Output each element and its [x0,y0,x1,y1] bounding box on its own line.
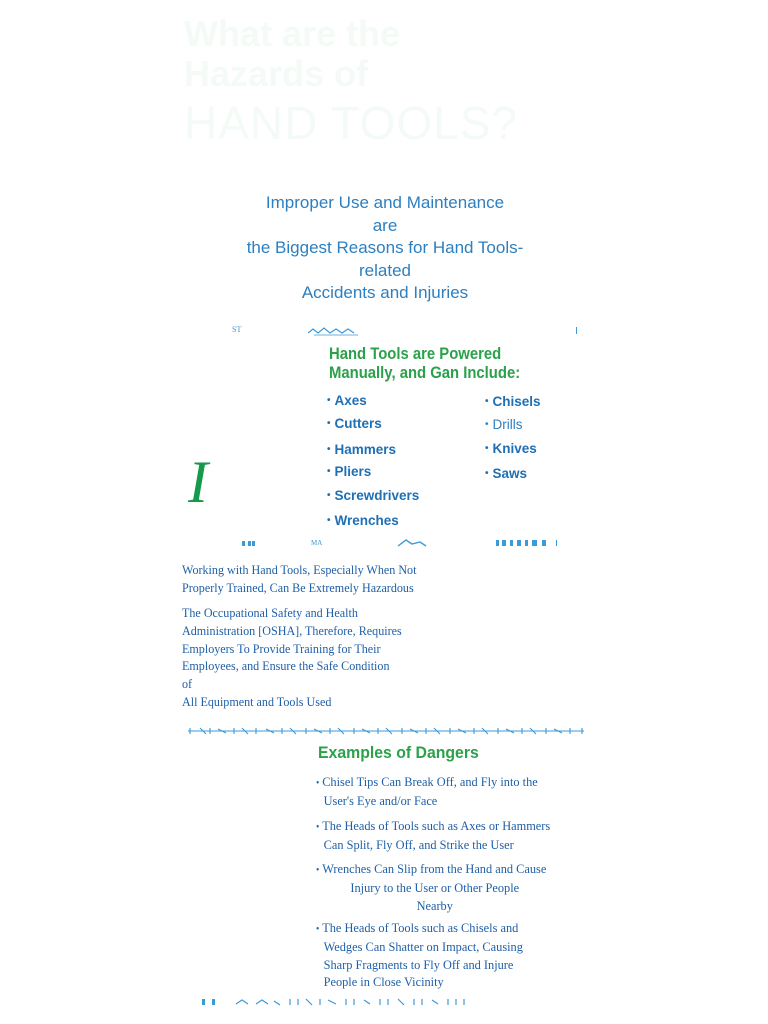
tool-item-cutters [327,417,382,431]
artifact-mark [576,327,577,334]
bullet-icon: • [327,466,331,477]
decorative-initial: I [188,449,208,515]
bullet-icon: • [327,490,331,501]
osha-paragraph [182,604,433,711]
bullet-icon: • [327,444,331,455]
training-paragraph [182,561,461,597]
tool-item-chisels [485,395,541,409]
paragraph-line: All Equipment and Tools Used [182,693,332,709]
tool-item-hammers [327,443,396,457]
paragraph-line: Properly Trained, Can Be Extremely Hazardous [182,579,414,595]
tool-label: Hammers [334,442,397,457]
bullet-icon: • [485,443,489,454]
subtitle-line: Accidents and Injuries [301,283,469,303]
title-line-1: What are the [184,13,401,54]
danger-line: Nearby [416,897,453,913]
paragraph-line: Administration [OSHA], Therefore, Requires [182,622,402,638]
tool-item-axes [327,394,367,408]
title-line-3: HAND TOOLS? [184,97,518,149]
tool-label: Axes [334,393,367,408]
bullet-icon: • [485,419,489,430]
paragraph-line: The Occupational Safety and Health [182,605,358,620]
paragraph-line: of [182,676,193,692]
hand-tools-heading [329,345,520,383]
danger-line: The Heads of Tools such as Axes or Hammers [322,818,551,833]
danger-line: The Heads of Tools such as Chisels and [322,920,519,935]
tool-label: Pliers [334,464,372,479]
subtitle-block [210,192,560,305]
decorative-squiggle [308,326,364,336]
bullet-icon: • [327,418,331,429]
artifact-text: ST [232,325,242,334]
subtitle-line: are [372,215,398,235]
tool-label: Wrenches [334,513,399,528]
decorative-artifact-row [240,538,560,548]
tool-label: Knives [492,441,537,456]
danger-line: Wrenches Can Slip from the Hand and Cause [322,861,547,876]
danger-line: Wedges Can Shatter on Impact, Causing [323,939,523,955]
subtitle-line: the Biggest Reasons for Hand Tools- [246,238,524,258]
danger-line: Injury to the User or Other People [350,880,520,896]
subtitle-line: related [359,260,411,280]
bullet-icon: • [316,822,320,833]
danger-item-chisel [316,773,592,810]
tool-item-pliers [327,465,371,479]
danger-item-wrenches [316,860,592,914]
tool-item-drills [485,418,523,432]
paragraph-line: Employers To Provide Training for Their [182,640,381,656]
tool-item-knives [485,442,537,456]
dangers-heading: Examples of Dangers [318,743,479,762]
tool-item-saws [485,467,527,481]
danger-line: Chisel Tips Can Break Off, and Fly into the [322,774,538,789]
danger-line: People in Close Vicinity [323,974,444,990]
tool-label: Screwdrivers [334,488,420,503]
tool-item-screwdrivers [327,489,419,503]
bullet-icon: • [327,515,331,526]
danger-line: Sharp Fragments to Fly Off and Injure [323,956,514,972]
danger-line: User's Eye and/or Face [323,793,438,809]
tool-label: Cutters [334,416,382,431]
danger-item-shatter [316,919,592,991]
bullet-icon: • [316,778,320,789]
decorative-separator [186,726,586,736]
hand-tools-heading-line: Hand Tools are Powered [329,345,502,363]
bullet-icon: • [316,865,320,876]
decorative-footer-artifact [200,997,470,1007]
bullet-icon: • [485,468,489,479]
danger-line: Can Split, Fly Off, and Strike the User [323,837,514,853]
artifact-text: MA [311,539,323,547]
hand-tools-heading-line: Manually, and Gan Include: [329,364,521,382]
tool-label: Drills [492,417,523,432]
paragraph-line: Employees, and Ensure the Safe Condition [182,658,390,674]
bullet-icon: • [327,395,331,406]
bullet-icon: • [316,924,320,935]
tool-label: Saws [492,466,528,481]
subtitle-line: Improper Use and Maintenance [265,193,505,212]
paragraph-line: Working with Hand Tools, Especially When Not [182,562,417,577]
bullet-icon: • [485,396,489,407]
tool-label: Chisels [492,394,541,409]
tool-item-wrenches [327,514,399,528]
danger-item-heads [316,817,592,854]
title-line-2: Hazards of [184,53,369,94]
